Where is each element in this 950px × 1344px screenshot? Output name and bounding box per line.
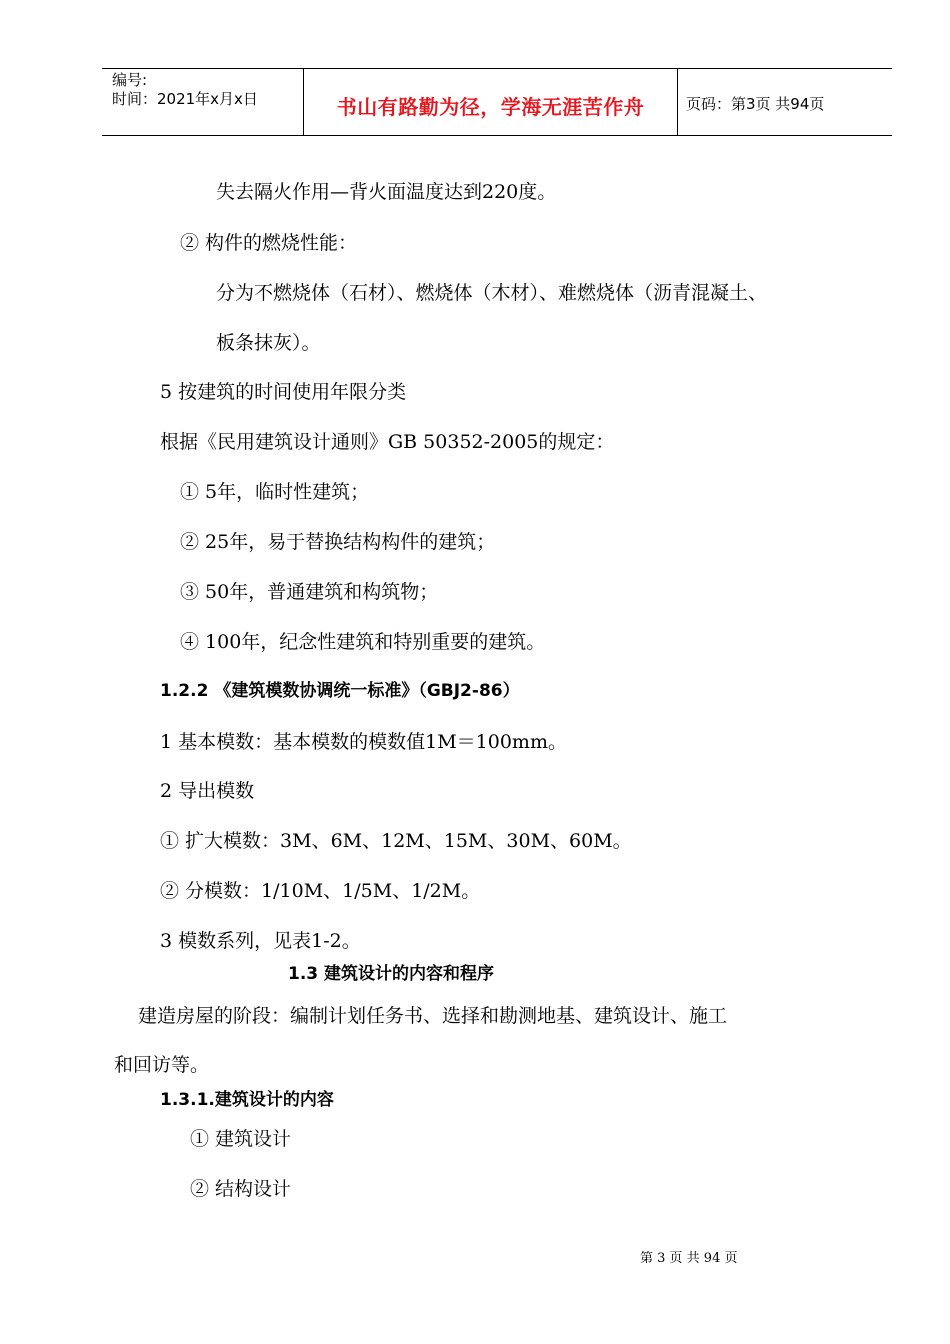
document-number-label: 编号: [112,71,148,89]
body-line: 建造房屋的阶段：编制计划任务书、选择和勘测地基、建筑设计、施工 [138,1005,728,1027]
header-divider [677,69,678,136]
list-item: ① 扩大模数：3M、6M、12M、15M、30M、60M。 [160,830,632,852]
section-heading: 1.2.2 《建筑模数协调统一标准》（GBJ2-86） [160,681,520,701]
section-heading: 1.3.1.建筑设计的内容 [160,1090,334,1110]
body-line: 1 基本模数：基本模数的模数值1M＝100mm。 [160,731,567,753]
header-meta [112,71,302,109]
section-heading: 1.3 建筑设计的内容和程序 [288,964,495,984]
header-motto: 书山有路勤为径，学海无涯苦作舟 [336,95,645,119]
list-item: ② 构件的燃烧性能： [180,232,358,254]
list-item: ② 分模数：1/10M、1/5M、1/2M。 [160,880,481,902]
body-line: 失去隔火作用—背火面温度达到220度。 [216,181,557,203]
list-item: ③ 50年，普通建筑和构筑物； [180,581,439,603]
page-footer: 第 3 页 共 94 页 [640,1251,738,1266]
body-line: 板条抹灰）。 [216,332,321,354]
list-item: ① 5年，临时性建筑； [180,481,370,503]
list-item: ② 结构设计 [190,1178,292,1200]
header-page-info: 页码：第3页 共94页 [686,95,825,113]
body-line: 根据《民用建筑设计通则》GB 50352-2005的规定： [160,431,615,453]
page-header [102,68,892,136]
body-line: 2 导出模数 [160,780,255,802]
list-item: ① 建筑设计 [190,1128,292,1150]
body-line: 3 模数系列，见表1-2。 [160,930,361,952]
body-line: 分为不燃烧体（石材）、燃烧体（木材）、难燃烧体（沥青混凝土、 [216,282,768,304]
list-item: ④ 100年，纪念性建筑和特别重要的建筑。 [180,631,546,653]
document-date-label: 时间：2021年x月x日 [112,90,258,108]
section-title: 5 按建筑的时间使用年限分类 [160,381,407,403]
list-item: ② 25年，易于替换结构构件的建筑； [180,531,496,553]
body-line: 和回访等。 [114,1054,210,1076]
